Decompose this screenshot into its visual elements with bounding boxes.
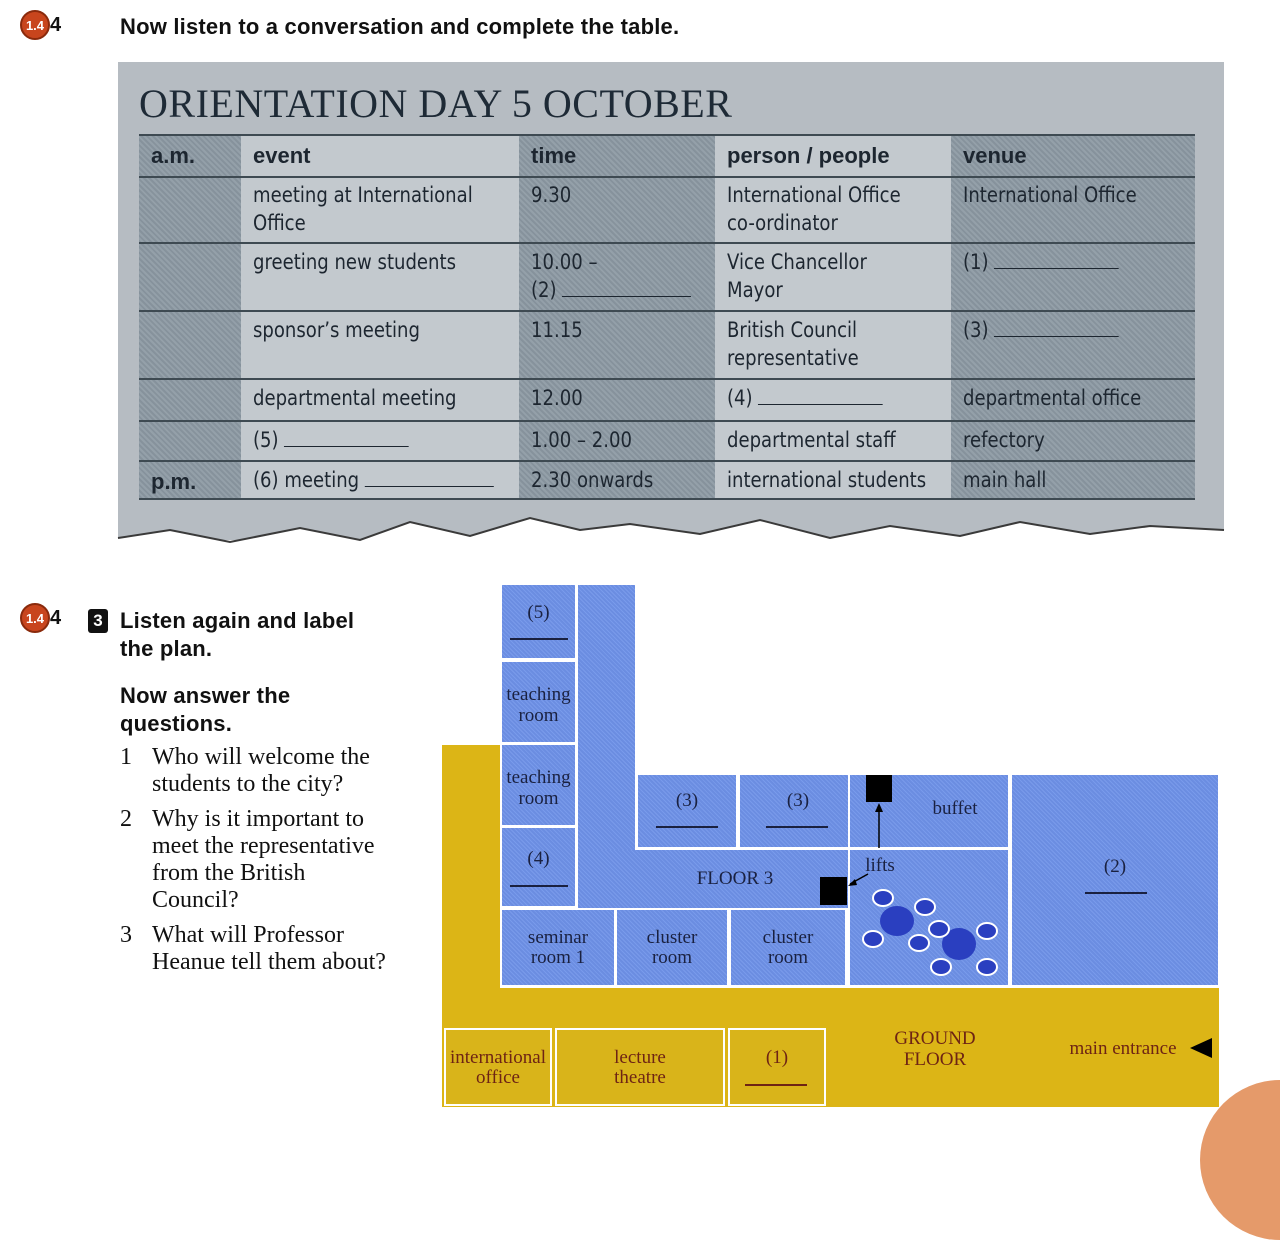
question-number: 1 — [120, 744, 132, 770]
cd-icon — [20, 10, 50, 40]
question-3-line2: Heanue tell them about? — [152, 949, 386, 975]
chair-icon — [908, 934, 930, 952]
chair-icon — [928, 920, 950, 938]
row5-time: 1.00 – 2.00 — [531, 428, 632, 452]
floor-3-label: FLOOR 3 — [696, 868, 774, 889]
answer-gap-4-label: (4) — [727, 386, 753, 410]
ground-floor-label-line1: GROUND — [894, 1028, 976, 1049]
row2-time-line2 — [531, 276, 691, 304]
answer-gap-5-label: (5) — [253, 428, 279, 452]
teaching-room-label-line2: room — [518, 788, 559, 809]
room-3-label: (3) — [786, 790, 810, 811]
cluster-room-label-line1: cluster — [762, 927, 814, 948]
chair-icon — [872, 889, 894, 907]
room-2-label: (2) — [1103, 856, 1127, 877]
teaching-room-label-line2: room — [518, 705, 559, 726]
answer-blank-3[interactable] — [994, 318, 1119, 337]
track-number: 4 — [50, 14, 62, 36]
row1-person-line1: International Office — [727, 183, 901, 207]
row6-event — [253, 466, 494, 494]
row-divider — [139, 310, 1195, 312]
lifts-label: lifts — [865, 855, 895, 876]
row5-event — [253, 426, 409, 454]
row1-event-line2: Office — [253, 211, 306, 235]
room-1-label: (1) — [765, 1047, 789, 1068]
question-1-line2: students to the city? — [152, 771, 344, 797]
row-divider — [139, 378, 1195, 380]
row2-venue — [963, 248, 1119, 276]
teaching-room-label-line1: teaching — [506, 767, 571, 788]
period-pm: p.m. — [151, 469, 197, 494]
header-event: event — [253, 143, 311, 168]
header-person: person / people — [727, 143, 890, 168]
chair-icon — [862, 930, 884, 948]
main-entrance-label: main entrance — [1069, 1038, 1177, 1059]
row4-event: departmental meeting — [253, 386, 457, 410]
room-3 — [740, 775, 848, 847]
row6-venue: main hall — [963, 468, 1047, 492]
question-3-line1: What will Professor — [152, 922, 344, 948]
row4-venue: departmental office — [963, 386, 1142, 410]
international-office-label-line2: office — [476, 1067, 520, 1088]
row2-time-line1: 10.00 – — [531, 250, 598, 274]
answer-line — [656, 826, 718, 828]
row2-person-line1: Vice Chancellor — [727, 250, 867, 274]
question-1-line1: Who will welcome the — [152, 744, 370, 770]
cd-badge-label: 1.4 — [25, 610, 45, 626]
row6-person: international students — [727, 468, 927, 492]
cluster-room-label-line1: cluster — [646, 927, 698, 948]
entrance-arrow-icon — [1188, 1036, 1214, 1062]
row4-time: 12.00 — [531, 386, 583, 410]
question-2-line3: from the British — [152, 860, 306, 886]
question-2-line4: Council? — [152, 887, 239, 913]
row5-venue: refectory — [963, 428, 1045, 452]
ground-floor-label-line2: FLOOR — [903, 1049, 967, 1070]
answer-blank-2[interactable] — [562, 278, 691, 297]
answer-gap-6-label: (6) meeting — [253, 468, 360, 492]
lecture-theatre-label-line2: theatre — [614, 1067, 666, 1088]
track-number: 4 — [50, 607, 62, 629]
answer-blank-1[interactable] — [994, 250, 1119, 269]
row1-venue: International Office — [963, 183, 1137, 207]
exercise3-instruction-line2: the plan. — [120, 636, 213, 661]
room-3-label: (3) — [675, 790, 699, 811]
row1-event-line1: meeting at International — [253, 183, 473, 207]
header-venue: venue — [963, 143, 1027, 168]
chair-icon — [914, 898, 936, 916]
answer-line — [510, 638, 568, 640]
exercise3-instruction-line1: Listen again and label — [120, 608, 355, 633]
chair-icon — [976, 922, 998, 940]
chair-icon — [976, 958, 998, 976]
question-number: 3 — [120, 922, 132, 948]
cd-badge-label: 1.4 — [25, 17, 45, 33]
buffet-table-icon — [880, 906, 914, 936]
row3-venue — [963, 316, 1119, 344]
row-divider — [139, 134, 1195, 136]
room-5-label: (5) — [527, 602, 550, 623]
period-column — [139, 134, 241, 500]
row2-person-line2: Mayor — [727, 278, 783, 302]
row3-event: sponsor’s meeting — [253, 318, 420, 342]
row1-time: 9.30 — [531, 183, 572, 207]
exercise-instruction: Now listen to a conversation and complete the table. — [120, 14, 680, 39]
lift-arrows-icon — [840, 800, 900, 895]
buffet-label: buffet — [932, 798, 978, 819]
orientation-table — [139, 134, 1195, 500]
row6-time: 2.30 onwards — [531, 468, 654, 492]
seminar-room-label-line1: seminar — [527, 927, 589, 948]
row2-event: greeting new students — [253, 250, 456, 274]
row-divider — [139, 242, 1195, 244]
row-divider — [139, 460, 1195, 462]
question-2-line1: Why is it important to — [152, 806, 364, 832]
room-3 — [638, 775, 736, 847]
row3-person-line1: British Council — [727, 318, 858, 342]
exercise-number-badge: 3 — [88, 609, 108, 633]
header-time: time — [531, 143, 577, 168]
seminar-room-label-line2: room 1 — [530, 947, 586, 968]
answer-blank-6[interactable] — [365, 468, 494, 487]
sub-instruction-line2: questions. — [120, 711, 233, 736]
room-4-label: (4) — [527, 848, 550, 869]
row3-person-line2: representative — [727, 346, 859, 370]
lift-icon — [866, 775, 892, 802]
lecture-theatre-label-line1: lecture — [614, 1047, 666, 1068]
header-period: a.m. — [151, 143, 196, 168]
row-divider — [139, 498, 1195, 500]
chair-icon — [930, 958, 952, 976]
row-divider — [139, 176, 1195, 178]
cluster-room-label-line2: room — [767, 947, 809, 968]
question-2-line2: meet the representative — [152, 833, 375, 859]
teaching-room-label-line1: teaching — [506, 684, 571, 705]
answer-blank-4[interactable] — [758, 386, 883, 405]
row3-time: 11.15 — [531, 318, 583, 342]
answer-line — [1085, 892, 1147, 894]
answer-gap-3-label: (3) — [963, 318, 989, 342]
torn-edge — [110, 500, 1235, 560]
table-title: ORIENTATION DAY 5 OCTOBER — [139, 81, 733, 126]
answer-line — [510, 885, 568, 887]
answer-line — [766, 826, 828, 828]
sub-instruction-line1: Now answer the — [120, 683, 291, 708]
answer-gap-2-label: (2) — [531, 278, 557, 302]
room-2 — [1012, 775, 1218, 985]
cluster-room-label-line2: room — [651, 947, 693, 968]
answer-gap-1-label: (1) — [963, 250, 989, 274]
cd-icon — [20, 603, 50, 633]
row1-person-line2: co-ordinator — [727, 211, 838, 235]
row5-person: departmental staff — [727, 428, 896, 452]
answer-blank-5[interactable] — [284, 428, 409, 447]
international-office-label-line1: international — [449, 1047, 547, 1068]
row-divider — [139, 420, 1195, 422]
question-number: 2 — [120, 806, 132, 832]
row4-person — [727, 384, 883, 412]
answer-line — [745, 1084, 807, 1086]
